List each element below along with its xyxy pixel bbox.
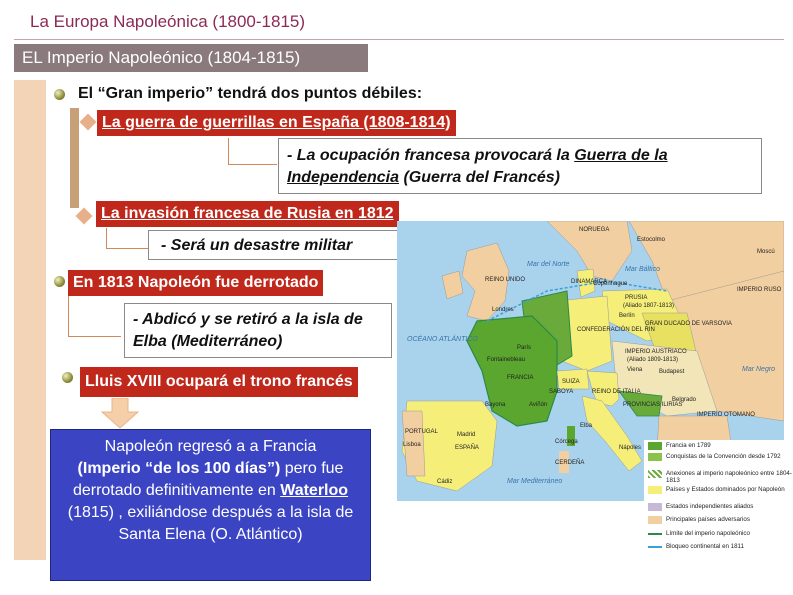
map-label: Madrid xyxy=(457,432,476,438)
point-guerrilla-box xyxy=(97,110,456,136)
legend-swatch xyxy=(648,546,662,548)
map-label: CONFEDERACIÓN DEL RIN xyxy=(577,327,655,333)
map-legend xyxy=(644,440,793,580)
legend-swatch xyxy=(648,442,662,450)
map-label: Cádiz xyxy=(437,479,453,485)
point-guerrilla-detail xyxy=(278,138,762,194)
map-label: CERDEÑA xyxy=(555,460,585,466)
map-label: SABOYA xyxy=(549,389,574,395)
map-label: Berlín xyxy=(619,313,635,319)
legend-swatch xyxy=(648,453,662,461)
legend-label: Anexiones al imperio napoleónico entre 1804-1813 xyxy=(666,470,792,484)
legend-label: Países y Estados dominados por Napoleón xyxy=(666,486,785,493)
legend-label: Bloqueo continental en 1811 xyxy=(666,543,744,550)
decorative-side-bar xyxy=(14,80,46,560)
point-louis-box: Lluis XVIII ocupará el trono francés xyxy=(80,367,358,397)
point-russia-detail: - Será un desastre militar xyxy=(148,230,432,260)
connector-line xyxy=(68,296,121,337)
map-label: (Aliado 1809-1813) xyxy=(627,357,679,363)
map-sea-label: OCÉANO ATLÁNTICO xyxy=(407,336,478,343)
point-defeat-detail: - Abdicó y se retiró a la isla de Elba (Mediterráneo) xyxy=(124,303,392,358)
map-label: Fontainebleau xyxy=(487,357,526,363)
bullet-icon xyxy=(54,89,65,100)
map-label: Bayona xyxy=(485,402,506,408)
map-label: Budapest xyxy=(659,369,685,375)
point-guerrilla-label: La guerra de guerrillas en España (1808-1814) xyxy=(102,114,451,131)
map-label: REINO UNIDO xyxy=(485,277,526,283)
final-hundred-days: (Imperio “de los 100 días”) xyxy=(77,460,281,477)
bullet-icon xyxy=(62,372,73,383)
detail-text-suffix: (Guerra del Francés) xyxy=(399,169,560,186)
map-label: IMPERIO AUSTRIACO xyxy=(625,349,687,355)
legend-label: Límite del imperio napoleónico xyxy=(666,530,750,537)
map-label: Aviñón xyxy=(529,402,548,408)
map-label: DINAMARCA xyxy=(571,279,608,285)
map-label: Moscú xyxy=(757,249,775,255)
map-label: PORTUGAL xyxy=(405,429,438,435)
legend-swatch xyxy=(648,486,662,494)
legend-swatch xyxy=(648,533,662,535)
point-russia-box xyxy=(96,201,399,227)
connector-line xyxy=(106,228,149,249)
map-label: ESPAÑA xyxy=(455,445,479,451)
title-divider xyxy=(14,39,784,40)
map-label: Nápoles xyxy=(619,445,642,451)
slide-title: La Europa Napoleónica (1800-1815) xyxy=(30,12,306,31)
legend-swatch xyxy=(648,470,662,478)
map-sea-label: Mar del Norte xyxy=(527,261,570,268)
final-line2: pero fue derrotado definitivamente en xyxy=(72,460,344,499)
decorative-inner-bar xyxy=(70,108,79,208)
legend-label: Estados independientes aliados xyxy=(666,503,754,510)
map-sea-label: Mar Mediterráneo xyxy=(507,478,563,485)
legend-label: Francia en 1789 xyxy=(666,442,711,449)
legend-label: Conquistas de la Convención desde 1792 xyxy=(666,453,781,460)
map-sea-label: Mar Báltico xyxy=(625,266,661,273)
final-line1: Napoleón regresó a a Francia xyxy=(104,438,317,455)
map-label: FRANCIA xyxy=(507,375,534,381)
map-label: SUIZA xyxy=(562,379,580,385)
map-label: PROVINCIAS ILIRIAS xyxy=(623,402,683,408)
map-label: Estocolmo xyxy=(637,237,666,243)
map-label: PRUSIA xyxy=(625,295,648,301)
map-label: IMPERIO OTOMANO xyxy=(697,412,755,418)
subtitle-box: EL Imperio Napoleónico (1804-1815) xyxy=(14,44,368,72)
waterloo-link: Waterloo xyxy=(280,482,349,499)
final-summary-box xyxy=(50,429,371,581)
map-label: (Aliado 1807-1813) xyxy=(623,303,675,309)
map-label: Belgrado xyxy=(672,397,697,403)
legend-label: Principales países adversarios xyxy=(666,516,750,523)
legend-swatch xyxy=(648,516,662,524)
map-label: Copenhague xyxy=(593,281,628,287)
down-arrow-icon xyxy=(100,398,140,430)
map-label: Córcega xyxy=(555,439,578,445)
point-russia-label: La invasión francesa de Rusia en 1812 xyxy=(101,205,394,222)
map-label: Elba xyxy=(580,423,593,429)
point-defeat-box: En 1813 Napoleón fue derrotado xyxy=(68,270,323,296)
map-label: IMPERIO RUSO xyxy=(737,287,782,293)
map-label: París xyxy=(517,345,532,351)
map-label: Viena xyxy=(627,367,643,373)
map-sea-label: Mar Negro xyxy=(742,366,776,373)
map-label-noruega: NORUEGA xyxy=(579,227,610,233)
legend-swatch xyxy=(648,503,662,511)
final-line3: (1815) , exiliándose después a la isla de Santa Elena (O. Atlántico) xyxy=(67,504,354,543)
map-label: REINO DE ITALIA xyxy=(592,389,641,395)
intro-text: El “Gran imperio” tendrá dos puntos débiles: xyxy=(78,85,423,102)
independence-war-link: Guerra de la Independencia xyxy=(287,147,668,186)
detail-text: - La ocupación francesa provocará la xyxy=(287,147,575,164)
map-label: Lisboa xyxy=(403,442,421,448)
connector-line xyxy=(228,138,277,165)
bullet-icon xyxy=(54,276,65,287)
diamond-bullet-icon xyxy=(80,114,97,131)
map-label: GRAN DUCADO DE VARSOVIA xyxy=(645,321,732,327)
diamond-bullet-icon xyxy=(76,208,93,225)
map-label: Londres xyxy=(492,307,514,313)
